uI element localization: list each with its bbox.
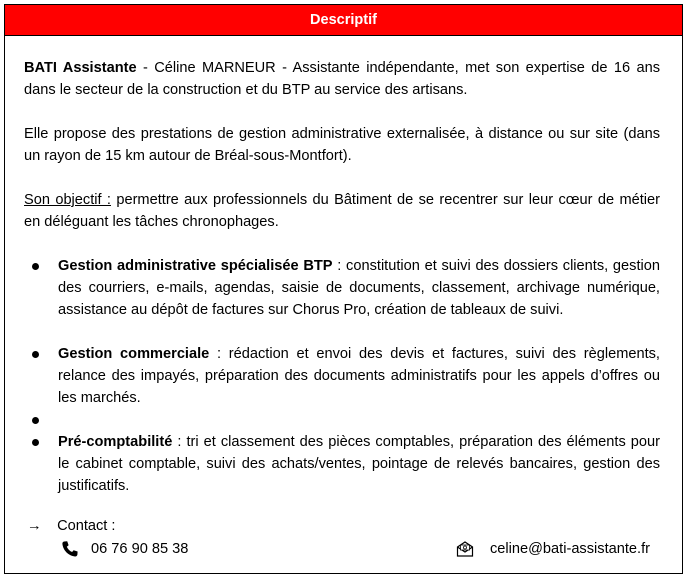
email-address[interactable]: celine@bati-assistante.fr: [489, 541, 650, 557]
spacer: [24, 321, 660, 343]
intro-text: - Céline MARNEUR - Assistante indépendante, met son expertise de 16 ans dans le secteur de la construction et du BTP au service des artisans.: [24, 60, 660, 98]
phone-icon: [61, 540, 79, 558]
brand-name: BATI Assistante: [24, 60, 137, 76]
descriptif-panel: [4, 4, 683, 574]
contact-heading: [27, 515, 115, 537]
objective-paragraph: [24, 189, 660, 233]
email-contact: [456, 538, 650, 560]
objective-text: permettre aux professionnels du Bâtiment de se recentrer sur leur cœur de métier en déléguant les tâches chronophages.: [24, 192, 660, 230]
spacer: [24, 233, 660, 255]
bullet-item: [24, 343, 660, 409]
bullet-text: : constitution et suivi des dossiers clients, gestion des courriers, e-mails, agendas, saisie de documents, classement, archivage numérique, assistance au dépôt de factures sur Chorus Pro, création de tableaux de suivi.: [58, 258, 660, 318]
bullet-text: : tri et classement des pièces comptables, préparation des éléments pour le cabinet comptable, suivi des achats/ventes, pointage de relevés bancaires, gestion des justificatifs.: [58, 434, 660, 494]
panel-content: [24, 57, 660, 497]
bullet-dot: [32, 439, 39, 446]
bullet-item: [24, 255, 660, 321]
objective-label: Son objectif :: [24, 192, 111, 208]
spacer: [24, 101, 660, 123]
phone-number[interactable]: 06 76 90 85 38: [91, 541, 189, 557]
panel-header: [5, 5, 682, 36]
contact-label: Contact :: [57, 518, 116, 534]
services-paragraph: [24, 123, 660, 167]
intro-paragraph: [24, 57, 660, 101]
bullet-text: : rédaction et envoi des devis et factures, suivi des règlements, relance des impayés, préparation des documents administratifs pour les appels d’offres ou les marchés.: [58, 346, 660, 406]
bullet-dot: [32, 417, 39, 424]
arrow-icon: →: [27, 518, 42, 534]
bullet-dot: [32, 351, 39, 358]
panel-title: Descriptif: [310, 12, 377, 28]
services-text: Elle propose des prestations de gestion administrative externalisée, à distance ou sur site (dans un rayon de 15 km autour de Bréal-sous-Montfort).: [24, 126, 660, 164]
phone-contact: [61, 538, 188, 560]
bullet-item: [24, 431, 660, 497]
email-icon: [456, 540, 474, 558]
bullet-title: Gestion administrative spécialisée BTP: [58, 258, 333, 274]
bullet-title: Gestion commerciale: [58, 346, 210, 362]
spacer: [24, 167, 660, 189]
bullet-title: Pré-comptabilité: [58, 434, 173, 450]
bullet-dot: [32, 263, 39, 270]
empty-bullet-item: [24, 409, 660, 431]
